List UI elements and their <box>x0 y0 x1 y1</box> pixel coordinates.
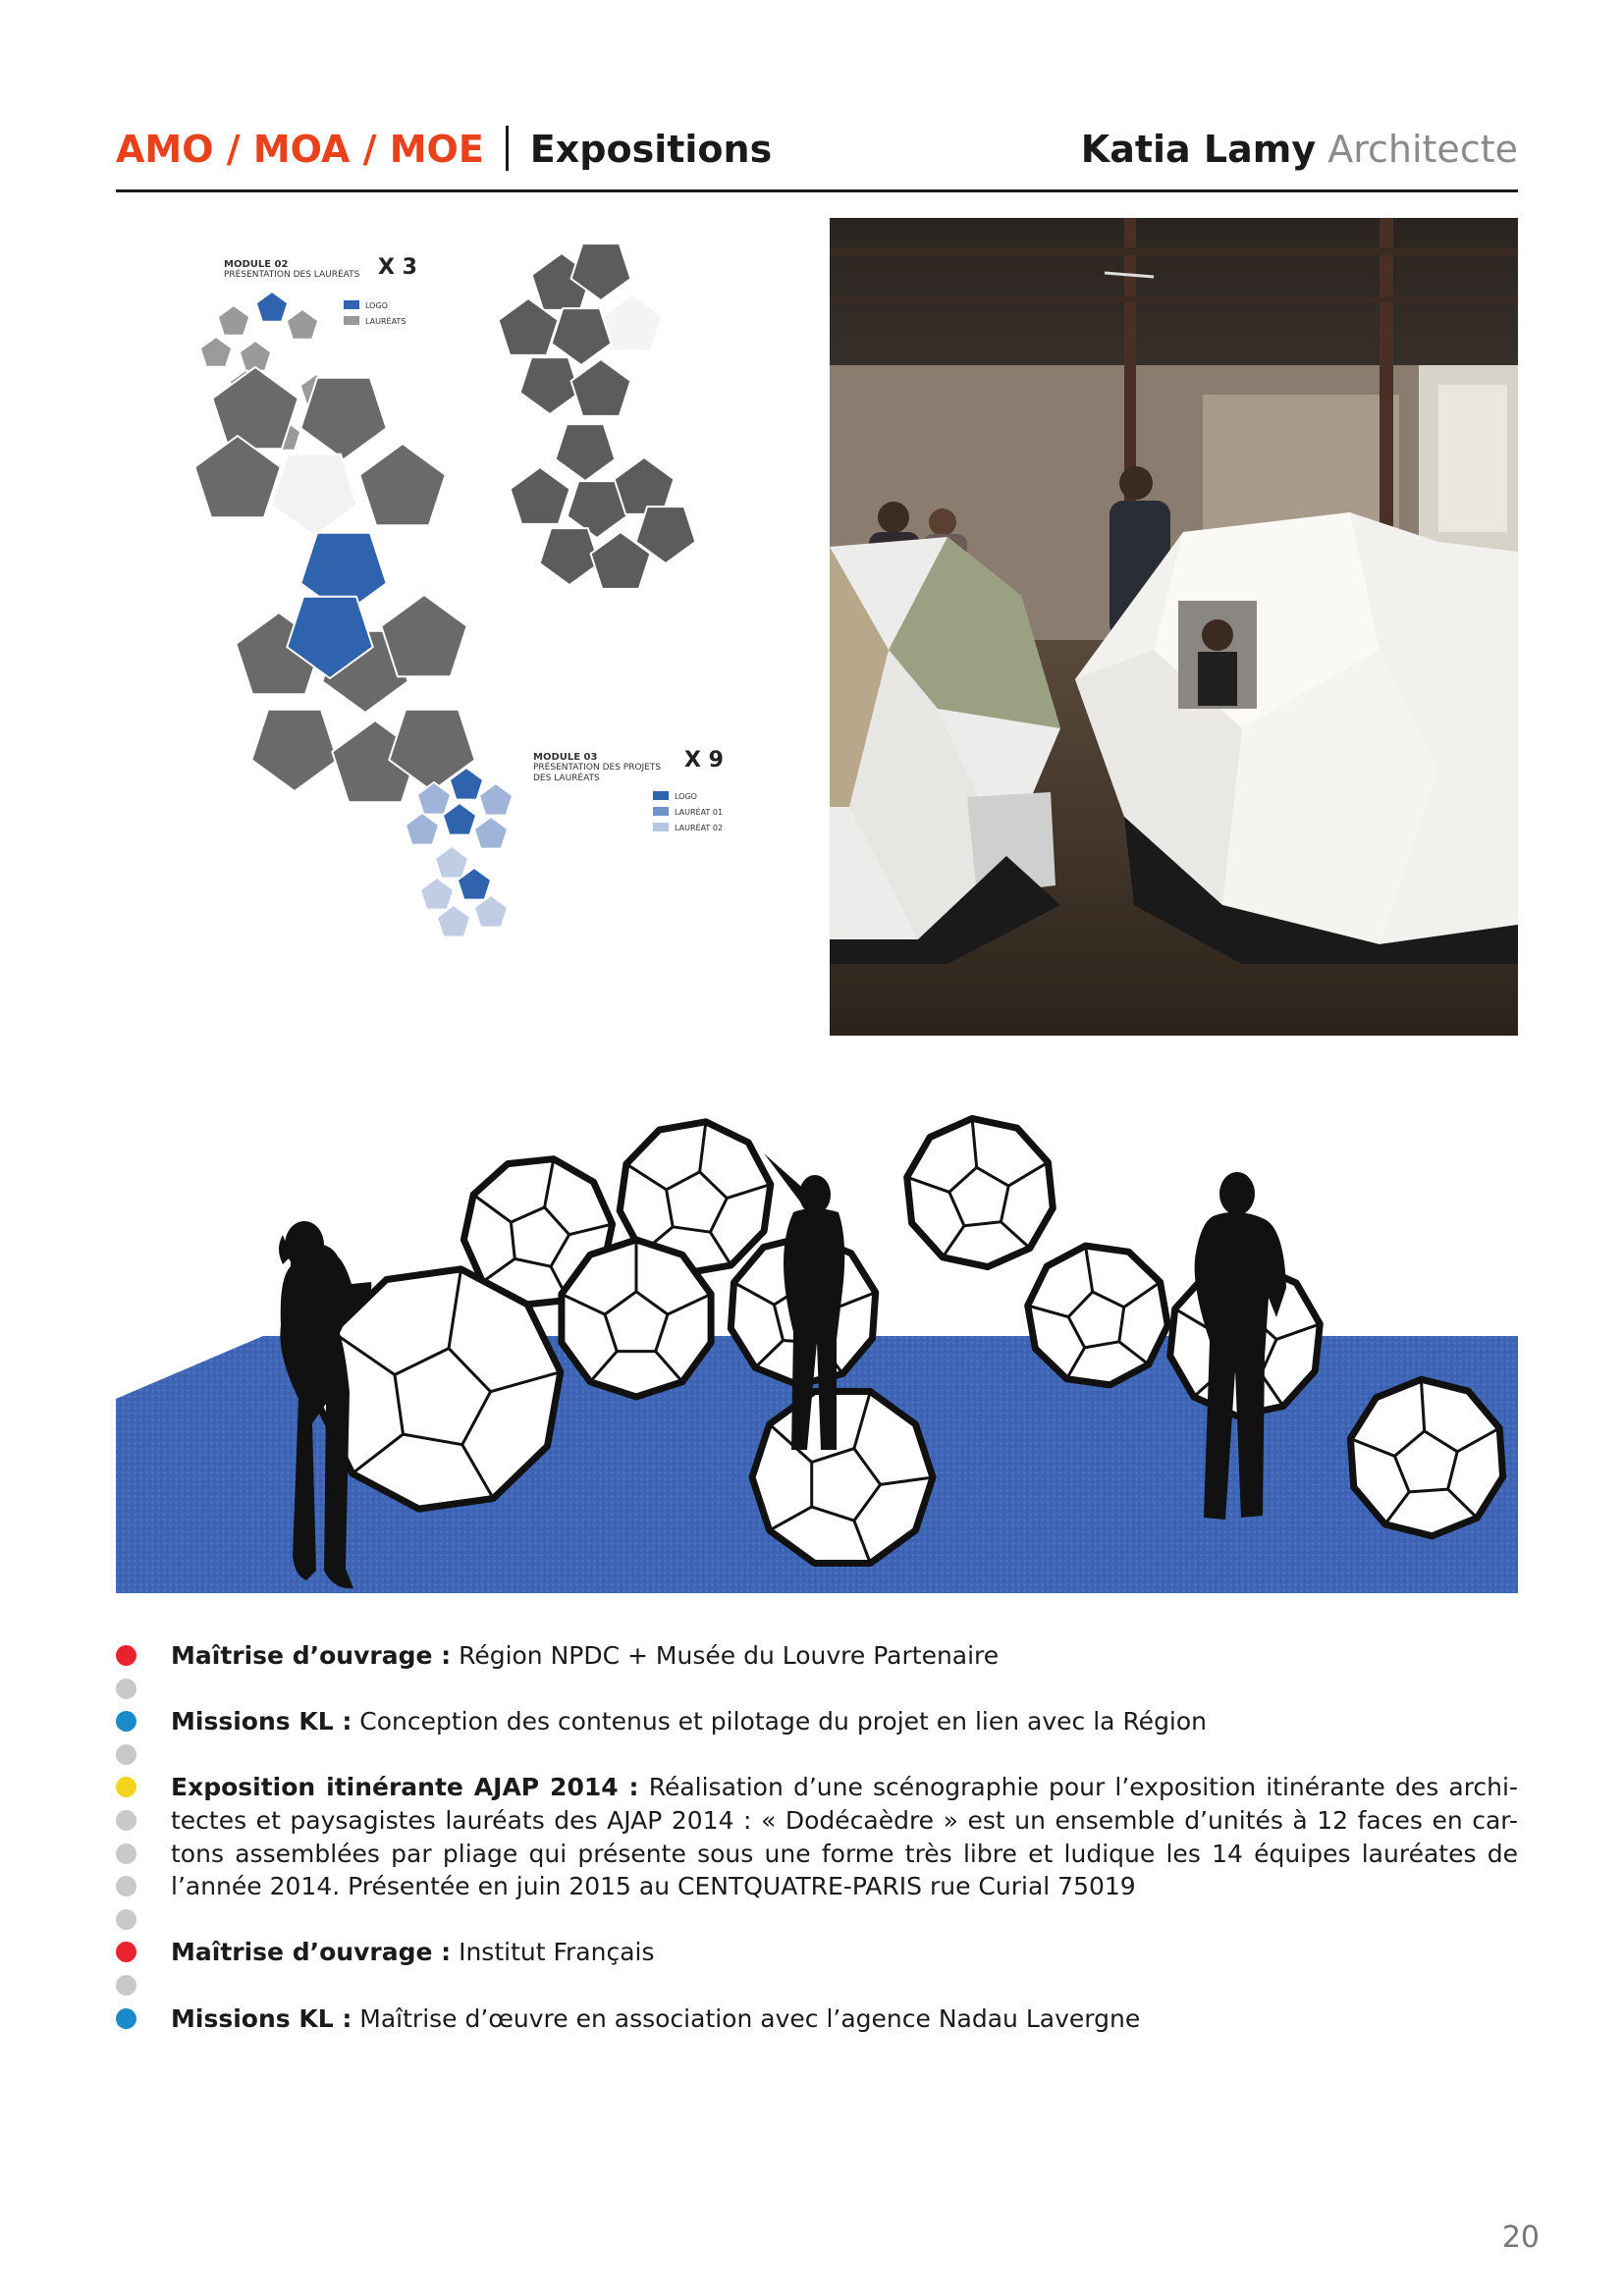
plan-pentagon <box>406 813 439 845</box>
info-line <box>171 1771 1518 1804</box>
module02-subtitle: PRÉSENTATION DES LAURÉATS <box>224 270 360 280</box>
module02-title: MODULE 02 <box>224 259 289 270</box>
plan-photo-pentagon <box>212 367 298 449</box>
plan-photo-pentagon <box>271 454 356 536</box>
module02-label <box>224 259 359 281</box>
info-label: Maîtrise d’ouvrage : <box>171 1938 452 1967</box>
info-row <box>116 1673 1518 1706</box>
module02-legend-logo <box>344 300 388 310</box>
scenography-render-illustration <box>116 1095 1518 1593</box>
legend-text: LAURÉATS <box>365 317 406 326</box>
module03-subtitle-2: DES LAURÉATS <box>533 774 600 783</box>
header-separator <box>506 126 509 171</box>
info-line <box>171 1870 1518 1903</box>
legend-text: LOGO <box>365 301 388 310</box>
grey-bullet-dot <box>116 1909 136 1930</box>
info-label: Missions KL : <box>171 1707 352 1736</box>
info-line <box>171 1804 1518 1838</box>
module03-legend-laureat01 <box>653 807 723 817</box>
plan-photo-pentagon <box>251 710 337 791</box>
plan-photo-pentagon <box>300 378 386 459</box>
info-text: Conception des contenus et pilotage du projet en lien avec la Région <box>352 1707 1208 1736</box>
module02-multiplier: X 3 <box>378 255 417 280</box>
info-row <box>116 1969 1518 2002</box>
info-label: Exposition itinérante AJAP 2014 : <box>171 1773 639 1802</box>
info-row <box>116 1771 1518 1804</box>
info-row <box>116 2002 1518 2036</box>
plan-photo-pentagon <box>556 424 616 481</box>
info-text: Institut Français <box>451 1938 655 1967</box>
plan-photo-pentagon <box>520 357 580 414</box>
info-label: Missions KL : <box>171 2003 352 2033</box>
plan-pentagon <box>443 803 476 835</box>
plan-photo-pentagon <box>511 467 570 524</box>
module03-label <box>533 752 661 784</box>
scenography-render <box>116 1095 1518 1593</box>
module03-multiplier: X 9 <box>684 748 724 773</box>
plan-pentagon <box>435 846 468 879</box>
plan-pentagon <box>256 292 288 322</box>
plan-pentagon <box>474 817 508 849</box>
info-row <box>116 1705 1518 1738</box>
plan-pentagon <box>287 309 318 340</box>
page-number: 20 <box>1501 2220 1540 2255</box>
module-plans-drawing <box>196 236 756 991</box>
info-row <box>116 1936 1518 1969</box>
legend-text: LOGO <box>675 792 697 801</box>
info-row <box>116 1639 1518 1673</box>
module03-title: MODULE 03 <box>533 752 598 763</box>
grey-bullet-dot <box>116 1744 136 1765</box>
info-text: Réalisation d’une scénographie pour l’exposition itinérante des archi- <box>638 1773 1518 1802</box>
plan-photo-pentagon <box>603 294 663 351</box>
info-label: Maîtrise d’ouvrage : <box>171 1641 452 1670</box>
header-right <box>1081 122 1518 177</box>
info-text: Maîtrise d’œuvre en association avec l’agence Nadau Lavergne <box>352 2003 1141 2033</box>
info-row <box>116 1838 1518 1871</box>
yellow-bullet-dot <box>116 1777 136 1797</box>
info-text: l’année 2014. Présentée en juin 2015 au CENTQUATRE-PARIS rue Curial 75019 <box>171 1872 1136 1901</box>
grey-bullet-dot <box>116 1810 136 1831</box>
legend-text: LAURÉAT 01 <box>675 808 724 817</box>
plan-pentagon <box>417 782 451 815</box>
header-left <box>116 122 772 177</box>
exhibition-photo <box>830 218 1518 1036</box>
plan-photo-pentagon <box>540 528 600 585</box>
plan-pentagon <box>200 337 232 367</box>
grey-bullet-dot <box>116 1975 136 1996</box>
info-text: tons assemblées par pliage qui présente sous une forme très libre et ludique les 14 équipes lauréates de <box>171 1839 1518 1868</box>
grey-bullet-dot <box>116 1843 136 1864</box>
plan-pentagon <box>479 783 513 816</box>
page-header <box>116 122 1518 194</box>
red-bullet-dot <box>116 1645 136 1666</box>
info-text: Région NPDC + Musée du Louvre Partenaire <box>451 1641 1000 1670</box>
module03-subtitle-1: PRÉSENTATION DES PROJETS <box>533 763 662 773</box>
info-line <box>171 1838 1518 1871</box>
info-line <box>171 1705 1518 1738</box>
red-bullet-dot <box>116 1942 136 1962</box>
info-row <box>116 1903 1518 1937</box>
module03-legend-laureat02 <box>653 823 723 832</box>
legend-text: LAURÉAT 02 <box>675 824 724 832</box>
project-info-list <box>116 1639 1518 2035</box>
blue-bullet-dot <box>116 1711 136 1732</box>
plan-photo-pentagon <box>571 359 631 416</box>
info-row <box>116 1804 1518 1838</box>
plan-pentagon <box>420 878 454 910</box>
module03-legend-logo <box>653 791 697 801</box>
info-line <box>171 1639 1518 1673</box>
info-row <box>116 1870 1518 1903</box>
module-plans-panel <box>196 236 756 991</box>
exhibition-photo-illustration <box>830 218 1518 1036</box>
info-row <box>116 1738 1518 1772</box>
info-text: tectes et paysagistes lauréats des AJAP 2014 : « Dodécaèdre » est un ensemble d’unités à 12 faces en car- <box>171 1805 1518 1835</box>
plan-pentagon <box>218 305 249 336</box>
info-line <box>171 2002 1518 2036</box>
info-line <box>171 1936 1518 1969</box>
header-acronyms: AMO / MOA / MOE <box>116 128 484 171</box>
grey-bullet-dot <box>116 1679 136 1699</box>
author-name: Katia Lamy <box>1080 128 1317 171</box>
header-rule <box>116 189 1518 192</box>
module02-legend-laureats <box>344 316 406 326</box>
author-role: Architecte <box>1327 128 1518 171</box>
grey-bullet-dot <box>116 1876 136 1896</box>
plan-photo-pentagon <box>381 595 466 676</box>
blue-bullet-dot <box>116 2008 136 2029</box>
plan-photo-pentagon <box>359 444 445 525</box>
header-section-title: Expositions <box>529 128 773 171</box>
